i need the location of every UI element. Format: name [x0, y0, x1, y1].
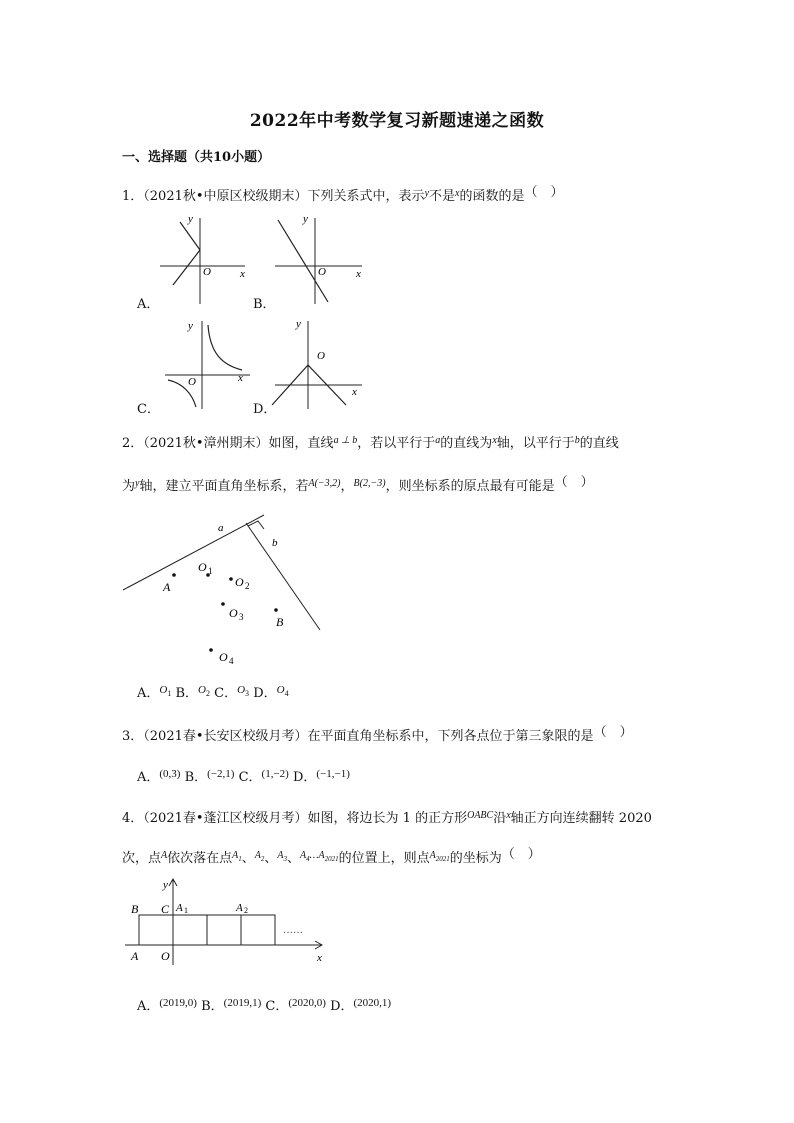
q2-var-y: y	[135, 478, 140, 489]
q2-text-b: ，若以平行于	[357, 436, 436, 451]
q2-text-a: 如图，直线	[268, 436, 334, 451]
label-a: a	[218, 522, 224, 534]
label-A2: A	[236, 902, 243, 914]
ellipsis: ……	[283, 925, 303, 936]
label-O: O	[161, 949, 170, 963]
q4-point-a3: A3	[277, 850, 287, 863]
q4-option-c-value: (2020,0)	[288, 997, 326, 1009]
q1-answer-paren: （ ）	[524, 185, 564, 200]
q2-line2-b: 轴，建立平面直角坐标系，若	[139, 479, 309, 494]
q2-text-c: 的直线为	[440, 436, 493, 451]
label-O2-sub: 2	[245, 581, 250, 591]
q3-option-c-value: (1,−2)	[261, 768, 289, 780]
q3-options	[137, 764, 350, 788]
q3-option-d-value: (−1,−1)	[316, 768, 350, 780]
question-2-line-2	[122, 473, 594, 497]
question-1-stem	[122, 183, 564, 207]
q1-option-a[interactable]: A．	[137, 297, 160, 312]
q2-text-e: 的直线	[579, 436, 619, 451]
y-label: y	[303, 213, 308, 225]
q3-option-a-value: (0,3)	[159, 768, 181, 780]
square-3	[207, 915, 241, 945]
point-O2	[229, 577, 233, 581]
section-heading: 一、选择题（共10小题）	[122, 150, 271, 165]
point-O4	[209, 648, 213, 652]
q4-point-a2021: A2021	[318, 850, 339, 863]
q3-option-b[interactable]	[185, 770, 235, 785]
q4-option-b-value: (2019,1)	[223, 997, 262, 1009]
q1-number: 1．	[122, 189, 144, 204]
x-label: x	[352, 386, 357, 398]
q2-var-x: x	[492, 435, 497, 446]
q2-option-d-label: D．	[253, 686, 277, 701]
q4-figure	[125, 875, 335, 967]
question-3-stem	[122, 723, 633, 747]
q1-graph-c	[160, 315, 260, 410]
origin-label: O	[203, 266, 211, 278]
q4-text-c: 轴正方向连续翻转 2020	[510, 811, 652, 826]
q2-var-b: b	[574, 435, 580, 446]
label-O2: O	[235, 575, 244, 589]
q2-source: （2021秋•漳州期末）	[143, 436, 269, 451]
q4-source: （2021春•蓬江区校级月考）	[143, 811, 308, 826]
label-O1-sub: 1	[208, 566, 213, 576]
q4-line2-a: 次，点	[122, 851, 162, 866]
q4-text-a: 如图，将边长为 1 的正方形	[307, 811, 468, 826]
q4-point-a1: A1	[232, 850, 242, 863]
q1-text-c: 的函数的是	[459, 189, 525, 204]
hyperbola-branch-1	[208, 325, 242, 370]
q3-option-c[interactable]	[239, 770, 289, 785]
q2-figure	[118, 505, 338, 675]
q4-target: A2021	[429, 850, 450, 863]
q4-option-d-value: (2020,1)	[353, 997, 392, 1009]
q4-line2-c: 的位置上，则点	[338, 851, 430, 866]
q2-option-b[interactable]	[175, 686, 210, 701]
q4-sep-2: 、	[264, 851, 278, 866]
label-A1: A	[176, 902, 183, 914]
square-oabc	[139, 915, 173, 945]
q4-line2-b: 依次落在点	[167, 851, 233, 866]
q1-text-a: 下列关系式中，表示	[307, 189, 425, 204]
q4-point-a4: A4	[300, 850, 310, 863]
q3-text: 在平面直角坐标系中，下列各点位于第三象限的是	[307, 729, 594, 744]
q4-ellipsis: …	[309, 850, 319, 861]
q4-point-a2: A2	[254, 850, 265, 863]
label-C: C	[161, 902, 170, 916]
q4-text-b: 沿	[493, 811, 507, 826]
label-O3: O	[229, 606, 238, 620]
q4-option-a[interactable]	[137, 999, 197, 1014]
graph-line-upper	[180, 222, 200, 250]
q4-option-c[interactable]	[265, 999, 326, 1014]
q4-shape: OABC	[467, 810, 494, 821]
label-O4-sub: 4	[229, 656, 234, 666]
q2-option-a-label: A．	[137, 686, 160, 701]
q4-options	[137, 993, 391, 1017]
y-label: y	[188, 213, 193, 225]
question-4-line-1	[122, 806, 652, 829]
q4-number: 4．	[122, 811, 144, 826]
q4-var-x: x	[506, 810, 511, 821]
q2-options	[137, 680, 289, 704]
x-label: x	[356, 268, 361, 280]
question-2-line-1	[122, 431, 619, 454]
q4-option-d-label: D．	[330, 999, 354, 1014]
q2-perp: a ⊥ b	[333, 435, 358, 446]
label-A2-sub: 2	[244, 906, 248, 915]
q2-var-a: a	[435, 435, 441, 446]
label-O4: O	[219, 650, 228, 664]
label-A: A	[131, 949, 139, 963]
q1-text-b: 不是	[429, 189, 456, 204]
q2-comma: ，	[340, 479, 354, 494]
graph-line	[278, 220, 328, 302]
q4-answer-paren: （ ）	[501, 847, 541, 862]
square-4	[241, 915, 275, 945]
q4-option-a-value: (2019,0)	[159, 997, 197, 1009]
q3-option-a-label: A．	[137, 770, 160, 785]
x-label: x	[238, 372, 243, 384]
q2-option-d-value: O4	[276, 684, 289, 699]
q4-option-d[interactable]	[330, 999, 391, 1014]
q2-line2-a: 为	[122, 479, 136, 494]
y-label: y	[296, 318, 301, 330]
q2-point-b: B(2,−3)	[353, 478, 386, 489]
y-label: y	[163, 879, 168, 891]
label-point-A: A	[163, 580, 171, 594]
q2-text-d: 轴，以平行于	[496, 436, 575, 451]
q4-option-c-label: C．	[265, 999, 289, 1014]
label-A1-sub: 1	[184, 906, 188, 915]
point-O3	[221, 602, 225, 606]
q4-sep-3: 、	[287, 851, 301, 866]
q1-graph-b	[270, 210, 370, 305]
q2-answer-paren: （ ）	[554, 475, 594, 490]
q1-option-b[interactable]: B．	[253, 297, 276, 312]
q2-number: 2．	[122, 436, 144, 451]
x-label: x	[317, 952, 322, 964]
q3-option-c-label: C．	[238, 770, 262, 785]
q2-option-a[interactable]	[137, 686, 171, 701]
x-label: x	[240, 268, 245, 280]
q1-graph-a	[155, 210, 255, 305]
q3-answer-paren: （ ）	[593, 725, 633, 740]
q2-option-a-value: O1	[159, 684, 172, 699]
q4-option-a-label: A．	[137, 999, 160, 1014]
q4-sep-1: 、	[241, 851, 255, 866]
origin-label: O	[318, 266, 326, 278]
q2-option-d[interactable]	[253, 686, 288, 701]
page-title: 2022年中考数学复习新题速递之函数	[249, 111, 545, 131]
q3-option-a[interactable]	[137, 770, 180, 785]
question-4-line-2	[122, 845, 541, 869]
q1-option-d[interactable]: D．	[253, 402, 277, 417]
q4-option-b[interactable]	[201, 999, 261, 1014]
label-point-B: B	[276, 615, 284, 629]
q2-option-b-value: O2	[198, 684, 210, 699]
q2-line2-c: ，则坐标系的原点最有可能是	[385, 479, 555, 494]
q3-option-b-value: (−2,1)	[207, 768, 235, 780]
origin-label: O	[317, 350, 325, 362]
q1-graph-d	[270, 315, 370, 410]
q1-var-y: y	[424, 188, 430, 199]
q4-option-b-label: B．	[201, 999, 224, 1014]
line-b	[246, 523, 320, 630]
q3-option-b-label: B．	[184, 770, 208, 785]
q1-source: （2021秋•中原区校级期末）	[143, 189, 308, 204]
q2-option-c-value: O3	[237, 684, 250, 699]
q2-option-c-label: C．	[214, 686, 238, 701]
label-O3-sub: 3	[239, 612, 244, 622]
square-2	[173, 915, 207, 945]
q2-option-c[interactable]	[214, 686, 249, 701]
q2-point-a: A(−3,2)	[308, 478, 341, 489]
q3-source: （2021春•长安区校级月考）	[143, 729, 308, 744]
graph-line-lower	[173, 250, 200, 285]
q4-var-A: A	[161, 850, 168, 861]
origin-label: O	[188, 376, 196, 388]
q2-option-b-label: B．	[175, 686, 199, 701]
q3-option-d[interactable]	[293, 770, 350, 785]
q1-option-c[interactable]: C．	[137, 402, 160, 417]
q4-line2-d: 的坐标为	[449, 851, 502, 866]
q3-option-d-label: D．	[292, 770, 317, 785]
y-label: y	[188, 320, 193, 332]
q1-var-x: x	[455, 188, 460, 199]
point-B	[274, 608, 278, 612]
q3-number: 3．	[122, 729, 144, 744]
label-B: B	[131, 902, 139, 916]
label-b: b	[272, 537, 278, 549]
label-O1: O	[198, 560, 207, 574]
point-A	[172, 573, 176, 577]
